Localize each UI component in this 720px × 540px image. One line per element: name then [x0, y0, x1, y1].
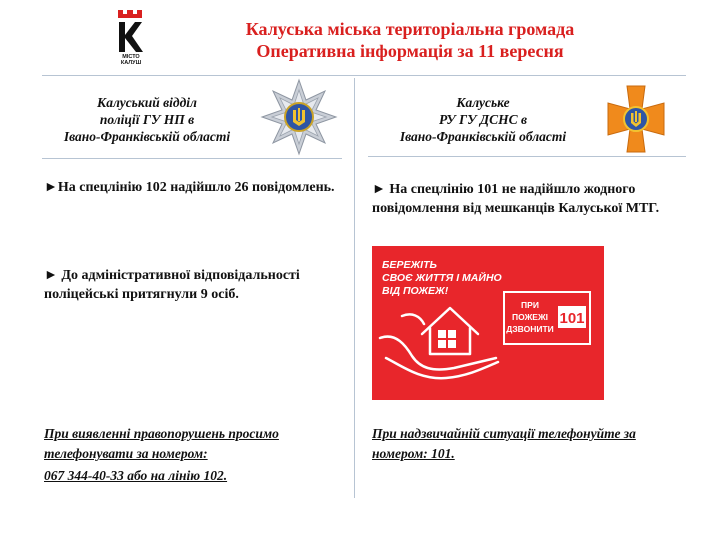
title-line2: Оперативна інформація за 11 вересня — [256, 41, 564, 61]
banner-slogan-line2: СВОЄ ЖИТТЯ І МАЙНО — [382, 272, 502, 284]
police-star-icon — [258, 78, 340, 156]
police-department-name — [42, 94, 252, 145]
police-name-line2: поліції ГУ НП в — [99, 112, 195, 127]
dsns-name-line3: Івано-Франківській області — [399, 129, 567, 144]
police-admin-info: ► До адміністративної відповідальності поліцейські притягнули 9 осіб. — [44, 268, 300, 302]
logo-caption-line2: КАЛУШ — [120, 60, 142, 66]
dsns-contact-text: При надзвичайній ситуації телефонуйте за номером: 101. — [372, 426, 636, 461]
logo-caption-line1: МІСТО — [122, 54, 140, 60]
right-divider — [368, 156, 686, 157]
left-divider — [42, 158, 342, 159]
banner-call-line1: ПРИ — [521, 300, 539, 310]
banner-slogan-line1: БЕРЕЖІТЬ — [382, 259, 437, 271]
top-divider — [42, 75, 686, 76]
dsns-calls-info: ► На спецлінію 101 не надійшло жодного повідомлення від мешканців Калуської МТГ. — [372, 182, 660, 216]
title-line1: Калуська міська територіальна громада — [245, 19, 575, 39]
logo-caption — [108, 54, 154, 66]
banner-call-line3: ДЗВОНИТИ — [506, 324, 554, 334]
police-name-line1: Калуський відділ — [97, 95, 197, 110]
dsns-name-line1: Калуське — [456, 95, 510, 110]
banner-number: 101 — [559, 310, 585, 327]
banner-call-line2: ПОЖЕЖІ — [511, 312, 549, 322]
center-divider — [354, 78, 355, 498]
police-name-line3: Івано-Франківській області — [63, 129, 231, 144]
police-phone-link[interactable]: 067 344-40-33 або на лінію 102. — [44, 468, 228, 483]
banner-slogan-line3: ВІД ПОЖЕЖ! — [382, 285, 449, 297]
police-contact-text: При виявленні правопорушень просимо телефонувати за номером: — [44, 426, 279, 461]
police-calls-info: ►На спецлінію 102 надійшло 26 повідомлень. — [44, 180, 335, 195]
rescue-cross-icon — [600, 82, 672, 156]
dsns-name-line2: РУ ГУ ДСНС в — [438, 112, 528, 127]
fire-safety-banner — [372, 246, 604, 400]
dsns-department-name — [368, 94, 598, 145]
page-title — [190, 18, 630, 62]
